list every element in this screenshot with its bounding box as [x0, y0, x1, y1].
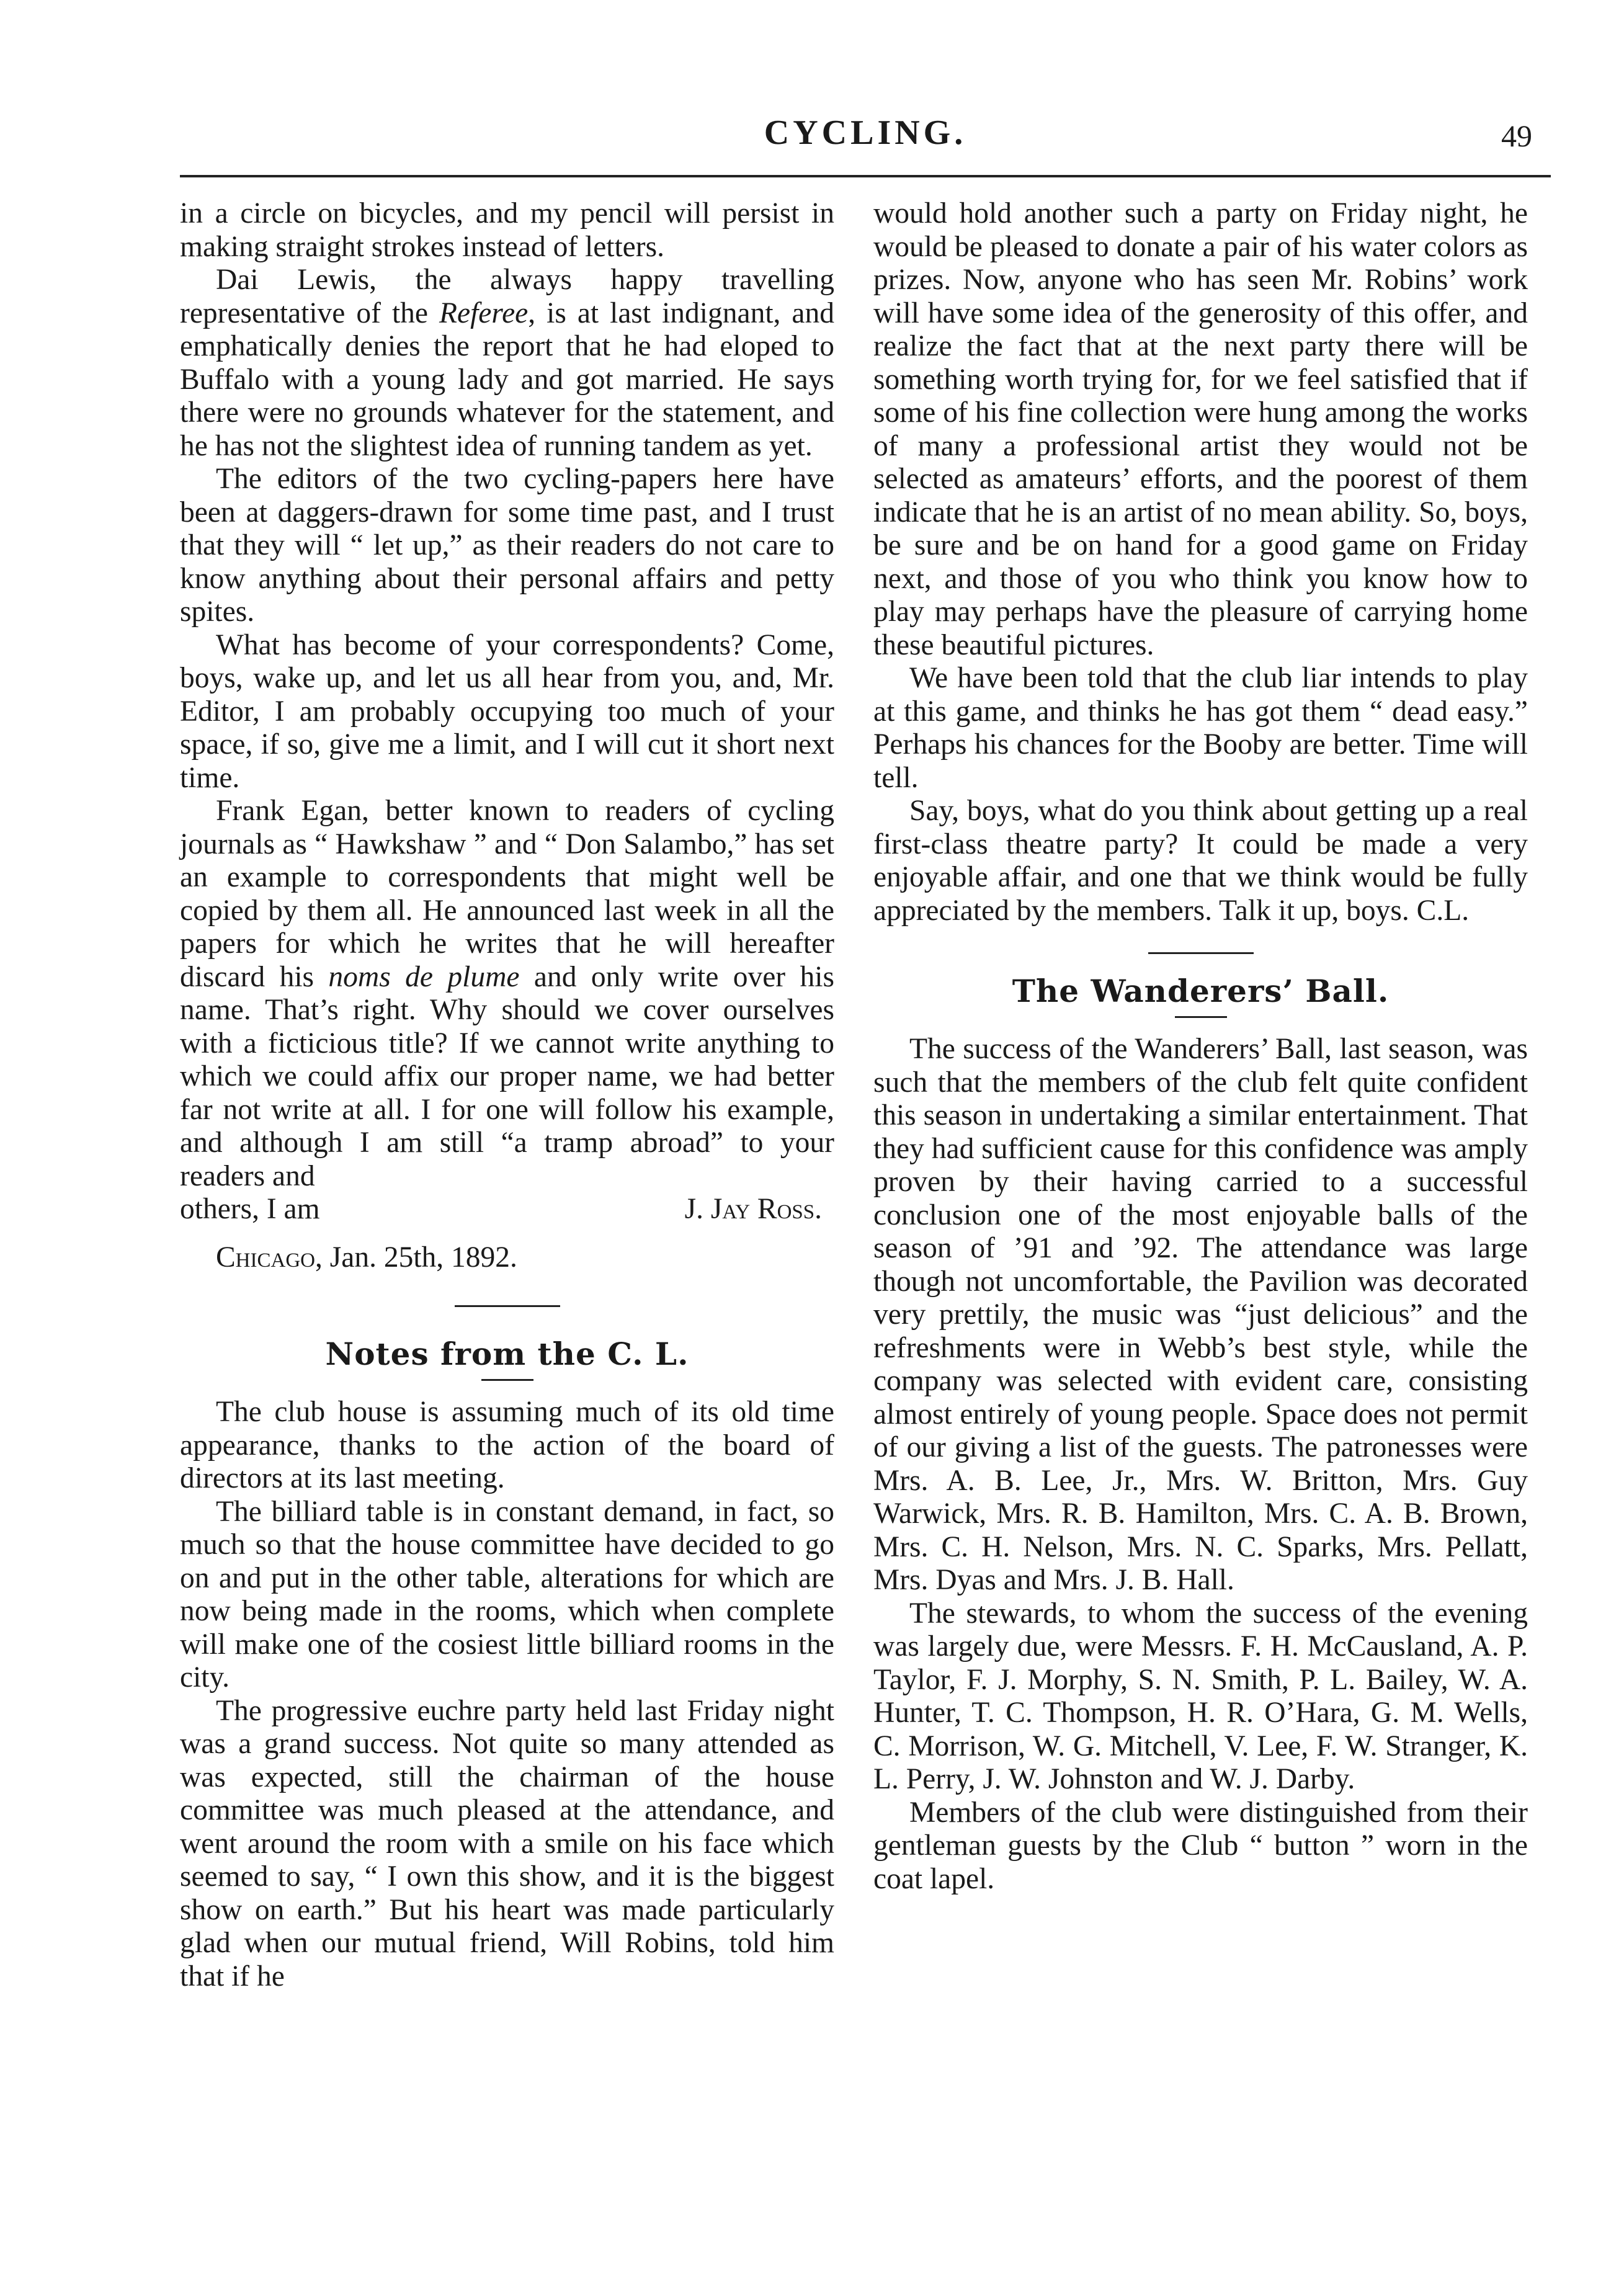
left-column: [180, 197, 834, 1993]
section-divider: [1148, 952, 1254, 954]
signoff-text: others, I am: [180, 1193, 320, 1225]
italic-phrase: noms de plume: [328, 960, 520, 993]
paragraph: What has become of your correspondents? Come, boys, wake up, and let us all hear from you, and, Mr. Editor, I am probably occupying too much of your space, if so, give me a limit, and I will cut it short next time.: [180, 628, 834, 794]
paragraph: We have been told that the club liar intends to play at this game, and thinks he has got them “ dead easy.” Perhaps his chances for the Booby are better. Time will tell.: [873, 662, 1528, 794]
running-head: [180, 113, 1551, 156]
journal-title: CYCLING.: [764, 114, 967, 152]
publication-name: Referee: [439, 297, 529, 329]
paragraph: in a circle on bicycles, and my pencil will persist in making straight strokes instead of letters.: [180, 197, 834, 263]
paragraph-text: Frank Egan, better known to readers of cycling journals as “ Hawkshaw ” and “ Don Salambo,” has set an example to correspondents that might well be copied by them all. He announced last week in all the papers for which he writes that he will hereafter discard his: [180, 795, 834, 993]
dateline: [180, 1241, 834, 1275]
section-divider: [455, 1305, 560, 1307]
paragraph-text: Dai Lewis, the always happy travelling representative of the: [180, 264, 834, 329]
dateline-date: , Jan. 25th, 1892.: [315, 1241, 517, 1274]
paragraph: The success of the Wanderers’ Ball, last season, was such that the members of the club felt quite confident this season in undertaking a similar entertainment. That they had sufficient cause for this confidence was amply proven by their having carried to a successful conclusion one of the most enjoyable balls of the season of ’91 and ’92. The attendance was large though not uncomfortable, the Pavilion was decorated very prettily, the music was “just delicious” and the refreshments were in Webb’s best style, while the company was selected with evident care, consisting almost entirely of young people. Space does not permit of our giving a list of the guests. The patronesses were Mrs. A. B. Lee, Jr., Mrs. W. Britton, Mrs. Guy Warwick, Mrs. R. B. Hamilton, Mrs. C. A. B. Brown, Mrs. C. H. Nelson, Mrs. N. C. Sparks, Mrs. Pellatt, Mrs. Dyas and Mrs. J. B. Hall.: [873, 1033, 1528, 1596]
paragraph: The club house is assuming much of its old time appearance, thanks to the action of the board of directors at its last meeting.: [180, 1396, 834, 1494]
paragraph: [180, 795, 834, 1193]
section-heading: Notes from the C. L.: [325, 1336, 689, 1372]
paragraph: The progressive euchre party held last Friday night was a grand success. Not quite so many attended as was expected, still the chairman of the house committee was much pleased at the attendance, and went around the room with a smile on his face which seemed to say, “ I own this show, and it is the biggest show on earth.” But his heart was made particularly glad when our mutual friend, Will Robins, told him that if he: [180, 1694, 834, 1993]
paragraph-text: , is at last indignant, and emphatically denies the report that he had eloped to Buffalo with a young lady and got married. He says there were no grounds whatever for the statement, and he has not the slightest idea of running tandem as yet.: [180, 297, 834, 462]
paragraph-text: and only write over his name. That’s right. Why should we cover ourselves with a ficticious title? If we cannot write anything to which we could affix our proper name, we had better far not write at all. I for one will follow his example, and although I am still “a tramp abroad” to your readers and: [180, 960, 834, 1192]
paragraph: would hold another such a party on Friday night, he would be pleased to donate a pair of his water colors as prizes. Now, anyone who has seen Mr. Robins’ work will have some idea of the generosity of this offer, and realize the fact that at the next party there will be something worth trying for, for we feel satisfied that if some of his fine collection were hung among the works of many a professional artist they would not be selected as amateurs’ efforts, and the poorest of them indicate that he is an artist of no mean ability. So, boys, be sure and be on hand for a good game on Friday next, and those of you who think you know how to play may perhaps have the pleasure of carrying home these beautiful pictures.: [873, 197, 1528, 661]
paragraph: Members of the club were distinguished from their gentleman guests by the Club “ button ” worn in the coat lapel.: [873, 1796, 1528, 1895]
dateline-place: Chicago: [216, 1241, 316, 1274]
right-column: [873, 197, 1528, 1896]
signoff-line: [180, 1193, 834, 1226]
paragraph: The editors of the two cycling-papers here have been at daggers-drawn for some time past, and I trust that they will “ let up,” as their readers do not care to know anything about their personal affairs and petty spites.: [180, 463, 834, 628]
heading-underline: [1175, 1016, 1227, 1018]
paragraph: Say, boys, what do you think about getting up a real first-class theatre party? It could be made a very enjoyable affair, and one that we think would be fully appreciated by the members. Talk it up, boys. C.L.: [873, 795, 1528, 927]
author-signature: J. Jay Ross.: [684, 1193, 822, 1225]
section-heading: The Wanderers’ Ball.: [1012, 973, 1390, 1009]
page-number: 49: [1501, 118, 1532, 153]
paragraph: The billiard table is in constant demand, in fact, so much so that the house committee have decided to go on and put in the other table, alterations for which are now being made in the rooms, which when complete will make one of the cosiest little billiard rooms in the city.: [180, 1495, 834, 1694]
heading-underline: [481, 1379, 533, 1381]
paragraph: [180, 264, 834, 463]
paragraph: The stewards, to whom the success of the evening was largely due, were Messrs. F. H. McCausland, A. P. Taylor, F. J. Morphy, S. N. Smith, P. L. Bailey, W. A. Hunter, T. C. Thompson, H. R. O’Hara, G. M. Wells, C. Morrison, W. G. Mitchell, V. Lee, F. W. Stranger, K. L. Perry, J. W. Johnston and W. J. Darby.: [873, 1597, 1528, 1795]
header-rule: [180, 175, 1551, 177]
